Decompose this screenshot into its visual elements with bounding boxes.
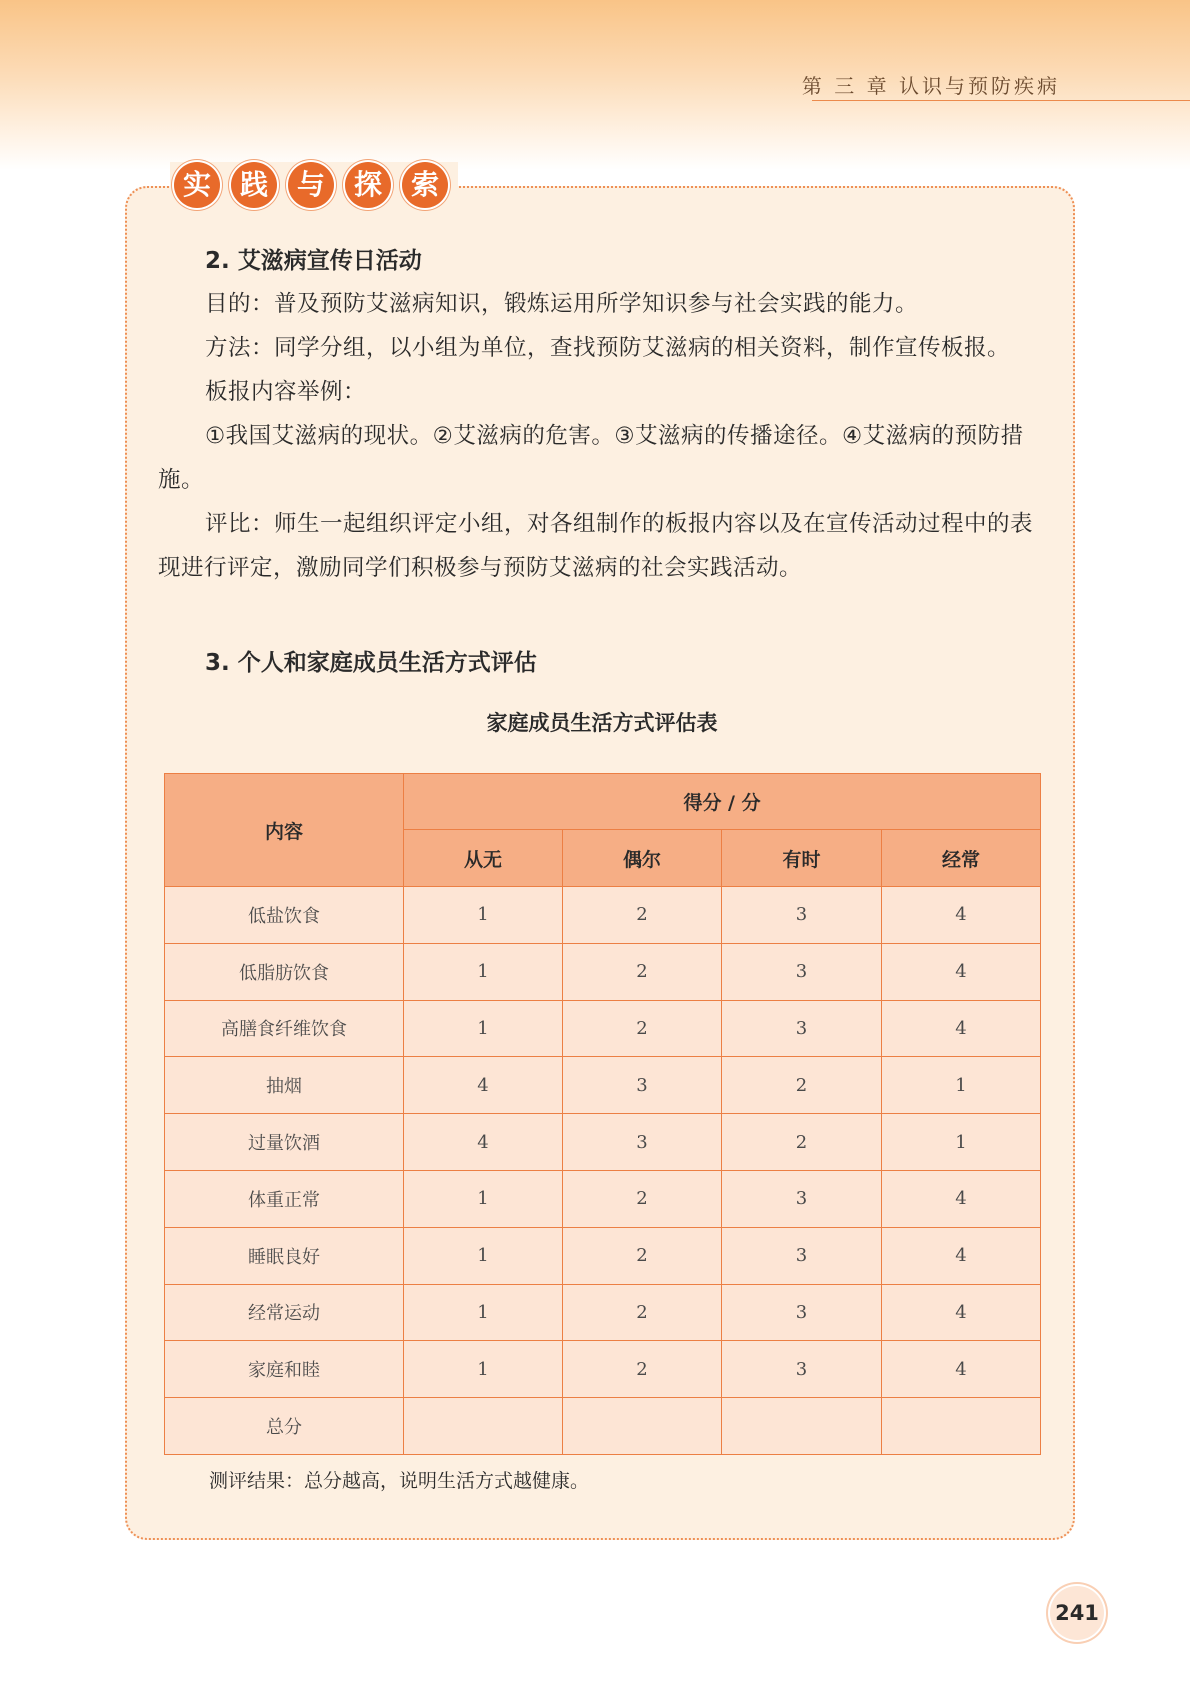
score-cell: 3 <box>722 1227 882 1284</box>
frequency-header: 经常 <box>882 830 1041 887</box>
frequency-header: 有时 <box>722 830 882 887</box>
score-cell: 4 <box>882 887 1041 944</box>
example-intro: 板报内容举例： <box>205 379 367 405</box>
score-cell: 3 <box>722 887 882 944</box>
score-cell: 2 <box>563 1227 722 1284</box>
total-label-cell: 总分 <box>165 1398 404 1455</box>
score-cell: 1 <box>404 1227 563 1284</box>
score-cell: 3 <box>722 943 882 1000</box>
lifestyle-evaluation-table <box>164 773 1041 1455</box>
item-cell: 抽烟 <box>165 1057 404 1114</box>
score-cell: 4 <box>404 1114 563 1171</box>
score-cell: 1 <box>404 1341 563 1398</box>
total-score-cell <box>404 1398 563 1455</box>
item-cell: 体重正常 <box>165 1170 404 1227</box>
examples-paragraph: ①我国艾滋病的现状。②艾滋病的危害。③艾滋病的传播途径。④艾滋病的预防措施。 <box>158 423 1024 493</box>
score-cell: 1 <box>404 1284 563 1341</box>
section-badge <box>170 162 458 208</box>
score-cell: 2 <box>563 1170 722 1227</box>
content-column-header: 内容 <box>165 774 404 887</box>
score-cell: 3 <box>722 1000 882 1057</box>
score-cell: 1 <box>404 887 563 944</box>
score-cell: 1 <box>882 1057 1041 1114</box>
table-row <box>165 1057 1041 1114</box>
score-cell: 2 <box>722 1057 882 1114</box>
score-cell: 2 <box>563 1000 722 1057</box>
score-cell: 3 <box>722 1284 882 1341</box>
table-row <box>165 1284 1041 1341</box>
method-paragraph: 方法：同学分组，以小组为单位，查找预防艾滋病的相关资料，制作宣传板报。 <box>205 335 1011 361</box>
content <box>158 240 1038 746</box>
table-row <box>165 943 1041 1000</box>
score-cell: 2 <box>563 1341 722 1398</box>
score-cell: 4 <box>882 1170 1041 1227</box>
table-title: 家庭成员生活方式评估表 <box>486 711 718 735</box>
score-cell: 1 <box>882 1114 1041 1171</box>
score-cell: 4 <box>404 1057 563 1114</box>
badge-char: 探 <box>345 162 391 208</box>
score-cell: 2 <box>722 1114 882 1171</box>
item-cell: 低盐饮食 <box>165 887 404 944</box>
table-row <box>165 1227 1041 1284</box>
total-row <box>165 1398 1041 1455</box>
header-rule <box>812 100 1190 101</box>
badge-char: 践 <box>231 162 277 208</box>
score-cell: 3 <box>722 1341 882 1398</box>
item-cell: 家庭和睦 <box>165 1341 404 1398</box>
score-cell: 2 <box>563 887 722 944</box>
table-row <box>165 887 1041 944</box>
score-cell: 1 <box>404 943 563 1000</box>
item-cell: 睡眠良好 <box>165 1227 404 1284</box>
item-cell: 高膳食纤维饮食 <box>165 1000 404 1057</box>
score-cell: 3 <box>563 1057 722 1114</box>
score-cell: 2 <box>563 1284 722 1341</box>
item-cell: 经常运动 <box>165 1284 404 1341</box>
total-score-cell <box>722 1398 882 1455</box>
score-column-header: 得分 / 分 <box>404 774 1041 830</box>
table-row <box>165 1341 1041 1398</box>
badge-char: 索 <box>402 162 448 208</box>
score-cell: 1 <box>404 1000 563 1057</box>
score-cell: 2 <box>563 943 722 1000</box>
score-cell: 3 <box>563 1114 722 1171</box>
badge-char: 实 <box>174 162 220 208</box>
badge-char: 与 <box>288 162 334 208</box>
score-cell: 4 <box>882 1227 1041 1284</box>
score-cell: 4 <box>882 1341 1041 1398</box>
chapter-title: 第 三 章 认识与预防疾病 <box>801 74 1060 98</box>
score-cell: 4 <box>882 1000 1041 1057</box>
frequency-header: 偶尔 <box>563 830 722 887</box>
frequency-header: 从无 <box>404 830 563 887</box>
table-row <box>165 1000 1041 1057</box>
table-row <box>165 1170 1041 1227</box>
total-score-cell <box>882 1398 1041 1455</box>
score-cell: 4 <box>882 943 1041 1000</box>
purpose-paragraph: 目的：普及预防艾滋病知识，锻炼运用所学知识参与社会实践的能力。 <box>205 291 919 317</box>
total-score-cell <box>563 1398 722 1455</box>
evaluation-paragraph: 评比：师生一起组织评定小组，对各组制作的板报内容以及在宣传活动过程中的表现进行评定，激励同学们积极参与预防艾滋病的社会实践活动。 <box>158 511 1034 581</box>
score-cell: 3 <box>722 1170 882 1227</box>
evaluation-note: 测评结果：总分越高，说明生活方式越健康。 <box>209 1470 590 1492</box>
score-cell: 4 <box>882 1284 1041 1341</box>
activity2-heading: 2. 艾滋病宣传日活动 <box>205 248 422 274</box>
item-cell: 过量饮酒 <box>165 1114 404 1171</box>
page-number: 241 <box>1050 1586 1104 1640</box>
table-row <box>165 1114 1041 1171</box>
activity3-heading: 3. 个人和家庭成员生活方式评估 <box>205 650 537 676</box>
item-cell: 低脂肪饮食 <box>165 943 404 1000</box>
score-cell: 1 <box>404 1170 563 1227</box>
